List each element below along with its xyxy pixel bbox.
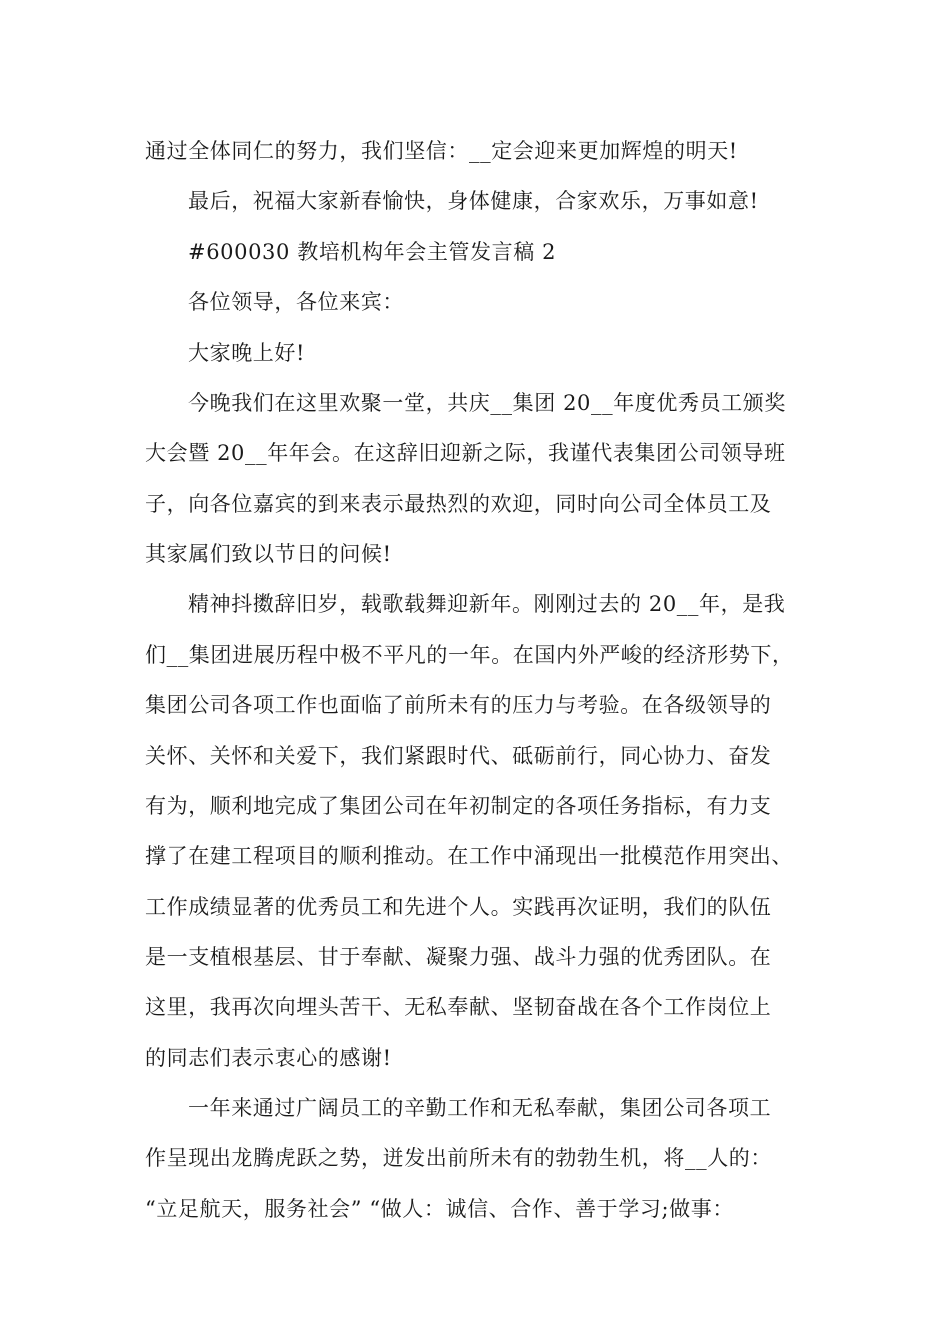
text-line: 的同志们表示衷心的感谢!	[145, 1046, 392, 1070]
text-line: “立足航天，服务社会” “做人：诚信、合作、善于学习;做事：	[145, 1197, 734, 1221]
text-line: 子，向各位嘉宾的到来表示最热烈的欢迎，同时向公司全体员工及	[145, 492, 772, 516]
text-line: 是一支植根基层、甘于奉献、凝聚力强、战斗力强的优秀团队。在	[145, 945, 772, 969]
text-line: 作呈现出龙腾虎跃之势，迸发出前所未有的勃勃生机，将__人的：	[145, 1146, 772, 1170]
text-line: 有为，顺利地完成了集团公司在年初制定的各项任务指标，有力支	[145, 794, 772, 818]
text-line: 最后，祝福大家新春愉快，身体健康，合家欢乐，万事如意!	[188, 189, 759, 213]
text-line: 撑了在建工程项目的顺利推动。在工作中涌现出一批模范作用突出、	[145, 844, 793, 868]
text-line: 各位领导，各位来宾：	[188, 290, 404, 314]
text-line: 大家晚上好!	[188, 341, 306, 365]
text-line: 精神抖擞辞旧岁，载歌载舞迎新年。刚刚过去的 20__年，是我	[188, 592, 786, 616]
text-line: 通过全体同仁的努力，我们坚信：__定会迎来更加辉煌的明天!	[145, 139, 738, 163]
text-line: 大会暨 20__年年会。在这辞旧迎新之际，我谨代表集团公司领导班	[145, 441, 786, 465]
text-line: 集团公司各项工作也面临了前所未有的压力与考验。在各级领导的	[145, 693, 772, 717]
text-line: 一年来通过广阔员工的辛勤工作和无私奉献，集团公司各项工	[188, 1096, 772, 1120]
text-line: 们__集团进展历程中极不平凡的一年。在国内外严峻的经济形势下，	[145, 643, 794, 667]
text-line: 其家属们致以节日的问候!	[145, 542, 392, 566]
text-line: 这里，我再次向埋头苦干、无私奉献、坚韧奋战在各个工作岗位上	[145, 995, 772, 1019]
text-line: 今晚我们在这里欢聚一堂，共庆__集团 20__年度优秀员工颁奖	[188, 391, 786, 415]
text-line: 工作成绩显著的优秀员工和先进个人。实践再次证明，我们的队伍	[145, 895, 772, 919]
text-line: 关怀、关怀和关爱下，我们紧跟时代、砥砺前行，同心协力、奋发	[145, 744, 772, 768]
document-heading: #600030 教培机构年会主管发言稿 2	[188, 240, 557, 264]
